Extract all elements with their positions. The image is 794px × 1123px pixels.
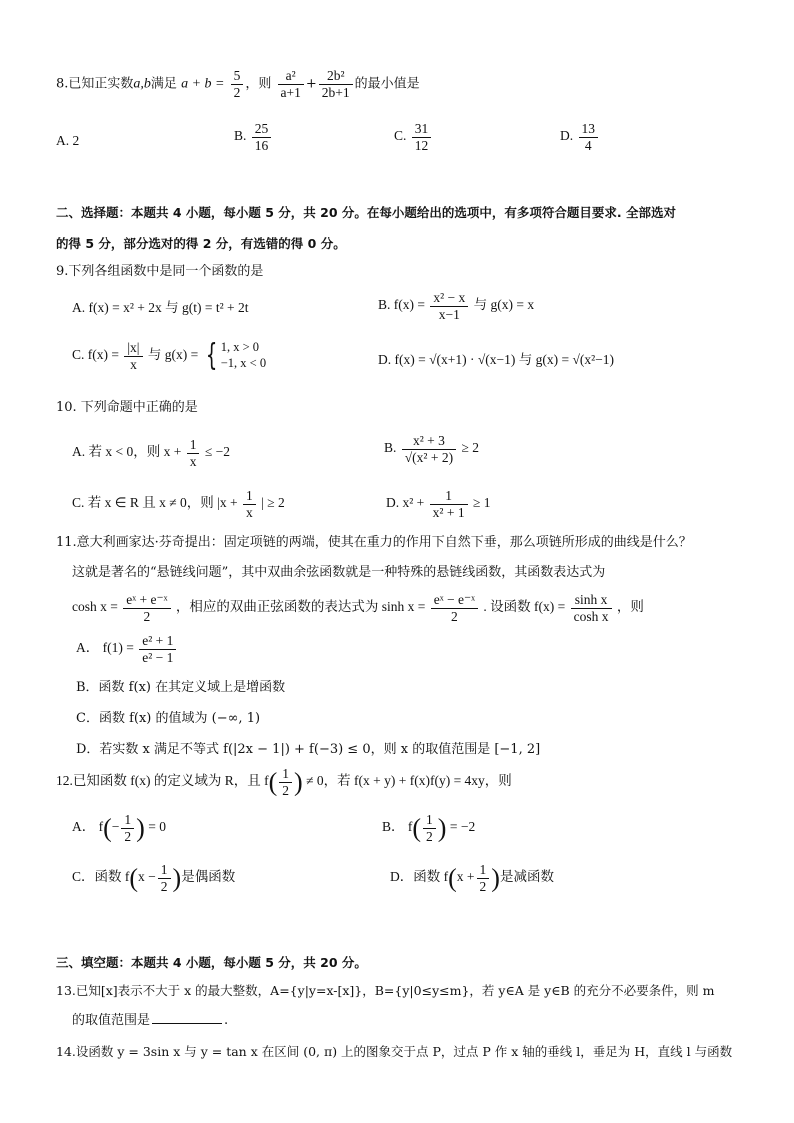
fraction: $\frac{\text{2b²}}{2b+1}$: [319, 68, 353, 100]
q8-option-c: C. $\frac{31}{12}$: [394, 121, 433, 153]
q10-option-c: C. 若 x ∈ R 且 x ≠ 0，则 |x + $\frac{1}{x}$ | ≥ 2: [72, 488, 285, 520]
q8-option-b: B. $\frac{25}{16}$: [234, 121, 273, 153]
fraction: $\frac{\text{a²}}{a+1}$: [278, 68, 304, 100]
q11-line3: cosh x = $\frac{\text{eˣ + e⁻ˣ}}{2}$ ，相应的双曲正弦函数的表达式为 sinh x = $\frac{\text{eˣ − e⁻ˣ}}{2}$ . 设函数 f(x) = $\frac{\text{sinh x}}{\text{cosh x}}$ ，则: [72, 592, 644, 624]
q11-option-c: C．函数 f(x) 的值域为 (−∞, 1): [76, 711, 261, 726]
q14-line1: 14.设函数 y = 3sin x 与 y = tan x 在区间 (0, π) 上的图象交于点 P，过点 P 作 x 轴的垂线 l，垂足为 H，直线 l 与函数: [56, 1044, 733, 1059]
q9-option-b: B. f(x) = $\frac{\text{x² − x}}{x-1}$ 与 g(x) = x: [378, 290, 535, 322]
q10-option-d: D. x² + $\frac{1}{\text{x² + 1}}$ ≥ 1: [386, 488, 491, 520]
q11-option-d: D．若实数 x 满足不等式 f(|2x − 1|) + f(−3) ≤ 0，则 x 的取值范围是 [−1, 2]: [76, 742, 541, 757]
q9-option-c: C. f(x) = $\frac{|x|}{x}$ 与 g(x) = { 1, x > 0 −1, x < 0: [72, 338, 267, 374]
q13-line1: 13.已知[x]表示不大于 x 的最大整数，A={y|y=x-[x]}，B={y|0≤y≤m}，若 y∈A 是 y∈B 的充分不必要条件，则 m: [56, 983, 715, 998]
section2-heading-line1: 二、选择题：本题共 4 小题，每小题 5 分，共 20 分。在每小题给出的选项中，有多项符合题目要求. 全部选对: [56, 205, 677, 220]
section2-heading-line2: 的得 5 分，部分选对的得 2 分，有选错的得 0 分。: [56, 236, 346, 251]
q10-option-b: B. $\frac{\text{x² + 3}}{\text{√(x² + 2)}}$ ≥ 2: [384, 433, 479, 465]
q13-line2: 的取值范围是 .: [72, 1013, 229, 1028]
q10-stem: 10. 下列命题中正确的是: [56, 400, 198, 415]
q12-option-b: B． f( $\frac{1}{2}$ ) = −2: [382, 812, 476, 844]
fraction: $\frac{5}{2}$: [231, 68, 244, 100]
q8-option-d: D. $\frac{13}{4}$: [560, 121, 600, 153]
q12-option-c: C．函数 f(x − $\frac{1}{2}$ )是偶函数: [72, 862, 236, 894]
q12-option-a: A． f(− $\frac{1}{2}$ ) = 0: [72, 812, 166, 844]
q8-stem: 8.已知正实数a,b满足 a + b = $\frac{5}{2}$ ，则 $\frac{\text{a²}}{a+1}$ + $\frac{\text{2b²}}{2b+1}$ 的最小值是: [56, 68, 420, 100]
q11-option-b: B．函数 f(x) 在其定义域上是增函数: [76, 680, 286, 695]
q9-option-d: D. f(x) = √(x+1) · √(x−1) 与 g(x) = √(x²−1): [378, 352, 615, 367]
q9-stem: 9.下列各组函数中是同一个函数的是: [56, 264, 264, 279]
q11-line2: 这就是著名的“悬链线问题”，其中双曲余弦函数就是一种特殊的悬链线函数，其函数表达式为: [72, 565, 606, 580]
section3-heading: 三、填空题：本题共 4 小题，每小题 5 分，共 20 分。: [56, 955, 367, 970]
q8-option-a: A. 2: [56, 133, 80, 148]
answer-blank: [152, 1023, 222, 1024]
q9-option-a: A. f(x) = x² + 2x 与 g(t) = t² + 2t: [72, 300, 249, 315]
q12-option-d: D．函数 f(x + $\frac{1}{2}$ )是减函数: [390, 862, 554, 894]
q12-stem: 12.已知函数 f(x) 的定义域为 R，且 f( $\frac{1}{2}$ ) ≠ 0，若 f(x + y) + f(x)f(y) = 4xy，则: [56, 766, 512, 798]
q11-option-a: A． f(1) = $\frac{\text{e² + 1}}{\text{e² − 1}}$: [76, 633, 178, 665]
q11-line1: 11.意大利画家达·芬奇提出：固定项链的两端，使其在重力的作用下自然下垂，那么项链所形成的曲线是什么？: [56, 535, 692, 550]
q10-option-a: A. 若 x < 0，则 x + $\frac{1}{x}$ ≤ −2: [72, 437, 231, 469]
left-brace: {: [205, 338, 217, 374]
